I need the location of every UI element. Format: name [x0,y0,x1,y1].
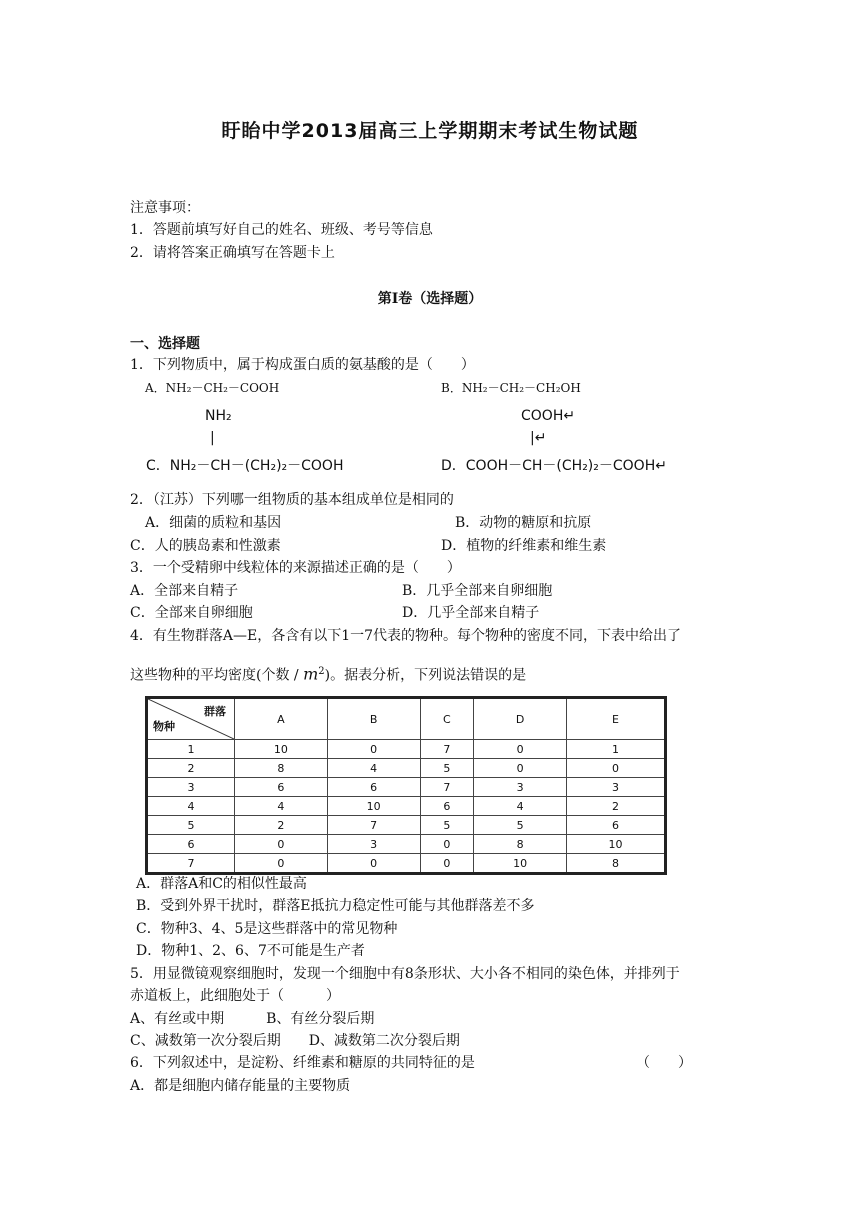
table-row [147,797,666,816]
note-item-2: 2．请将答案正确填写在答题卡上 [130,245,335,261]
notes-heading: 注意事项： [130,200,200,216]
density-cell: 8 [474,835,567,854]
q2-option-a: A．细菌的质粒和基因 [145,515,282,531]
species-cell: 5 [147,816,235,835]
density-cell: 5 [420,816,474,835]
table-row [147,759,666,778]
column-header: D [474,698,567,740]
density-cell: 0 [327,854,420,874]
q4-option-b: B．受到外界干扰时，群落E抵抗力稳定性可能与其他群落差不多 [136,898,535,914]
density-cell: 3 [327,835,420,854]
q1-c-bond: | [210,430,215,446]
density-cell: 0 [327,740,420,759]
q2-stem: 2．（江苏）下列哪一组物质的基本组成单位是相同的 [130,492,454,508]
q2-option-d: D．植物的纤维素和维生素 [441,538,607,554]
density-cell: 6 [420,797,474,816]
q1-stem: 1．下列物质中，属于构成蛋白质的氨基酸的是（ ） [130,357,475,373]
q1-d-carboxyl-group: COOH↵ [521,408,576,424]
q4-option-a: A．群落A和C的相似性最高 [136,876,307,892]
corner-community-label: 群落 [204,705,226,718]
table-row [147,778,666,797]
part-heading: 第I卷（选择题） [377,291,483,307]
q6-stem: 6．下列叙述中，是淀粉、纤维素和糖原的共同特征的是 [130,1055,475,1071]
corner-species-label: 物种 [153,720,175,733]
density-cell: 8 [567,854,666,874]
density-cell: 7 [327,816,420,835]
species-density-table [145,696,667,875]
density-cell: 7 [420,740,474,759]
density-cell: 0 [235,835,328,854]
q4-stem-prefix: 这些物种的平均密度(个数 / [130,667,304,684]
q5-stem-line-1: 5．用显微镜观察细胞时，发现一个细胞中有8条形状、大小各不相同的染色体，并排列于 [130,966,680,982]
q4-stem-line-1: 4．有生物群落A—E，各含有以下1一7代表的物种。每个物种的密度不同，下表中给出了 [130,628,682,644]
density-cell: 3 [474,778,567,797]
q3-option-a: A．全部来自精子 [130,583,239,599]
column-header: E [567,698,666,740]
density-cell: 0 [474,759,567,778]
q6-answer-paren: （ ） [636,1055,692,1071]
density-cell: 0 [420,854,474,874]
density-cell: 0 [420,835,474,854]
species-cell: 2 [147,759,235,778]
density-cell: 2 [235,816,328,835]
q4-option-d: D．物种1、2、6、7不可能是生产者 [136,943,365,959]
q3-option-d: D．几乎全部来自精子 [402,605,540,621]
column-header: A [235,698,328,740]
q4-stem-suffix: )。据表分析，下列说法错误的是 [324,667,527,684]
table-row [147,816,666,835]
density-cell: 10 [567,835,666,854]
section-heading: 一、选择题 [130,336,200,352]
density-cell: 0 [567,759,666,778]
column-header: C [420,698,474,740]
q1-c-amino-group: NH₂ [205,408,232,424]
density-cell: 4 [474,797,567,816]
species-cell: 7 [147,854,235,874]
q4-unit: m [303,664,319,684]
density-cell: 0 [235,854,328,874]
exam-title: 盱眙中学2013届高三上学期期末考试生物试题 [221,120,639,142]
q3-option-b: B．几乎全部来自卵细胞 [402,583,553,599]
table-row [147,835,666,854]
density-cell: 1 [567,740,666,759]
density-cell: 6 [235,778,328,797]
density-cell: 6 [327,778,420,797]
q1-option-d: D．COOH－CH－(CH₂)₂－COOH↵ [441,458,667,474]
q2-option-c: C．人的胰岛素和性激素 [130,538,281,554]
q5-stem-line-2: 赤道板上，此细胞处于（ ） [130,988,340,1004]
density-cell: 2 [567,797,666,816]
q4-unit-exponent: 2 [318,666,325,677]
q5-options-cd: C、减数第一次分裂后期 D、减数第二次分裂后期 [130,1033,460,1049]
species-cell: 4 [147,797,235,816]
q3-option-c: C．全部来自卵细胞 [130,605,253,621]
species-cell: 6 [147,835,235,854]
density-cell: 5 [420,759,474,778]
table-row [147,740,666,759]
density-cell: 6 [567,816,666,835]
q1-option-b: B．NH₂－CH₂－CH₂OH [441,381,581,395]
q1-d-bond: |↵ [530,430,547,446]
density-cell: 10 [474,854,567,874]
q5-options-ab: A、有丝或中期 B、有丝分裂后期 [130,1011,375,1027]
q4-stem-line-2 [130,662,526,686]
column-header: B [327,698,420,740]
density-cell: 8 [235,759,328,778]
density-cell: 5 [474,816,567,835]
q1-option-a: A．NH₂－CH₂－COOH [145,381,280,395]
q2-option-b: B．动物的糖原和抗原 [455,515,592,531]
density-cell: 4 [235,797,328,816]
note-item-1: 1．答题前填写好自己的姓名、班级、考号等信息 [130,222,433,238]
density-cell: 10 [235,740,328,759]
density-cell: 7 [420,778,474,797]
species-cell: 3 [147,778,235,797]
q4-option-c: C．物种3、4、5是这些群落中的常见物种 [136,921,398,937]
density-cell: 0 [474,740,567,759]
density-cell: 4 [327,759,420,778]
q3-stem: 3．一个受精卵中线粒体的来源描述正确的是（ ） [130,560,461,576]
species-cell: 1 [147,740,235,759]
density-cell: 3 [567,778,666,797]
density-cell: 10 [327,797,420,816]
q1-option-c: C．NH₂－CH－(CH₂)₂－COOH [146,458,344,474]
table-header-row [147,698,666,740]
q6-option-a: A．都是细胞内储存能量的主要物质 [130,1078,351,1094]
table-corner-cell [147,698,235,740]
table-row [147,854,666,874]
